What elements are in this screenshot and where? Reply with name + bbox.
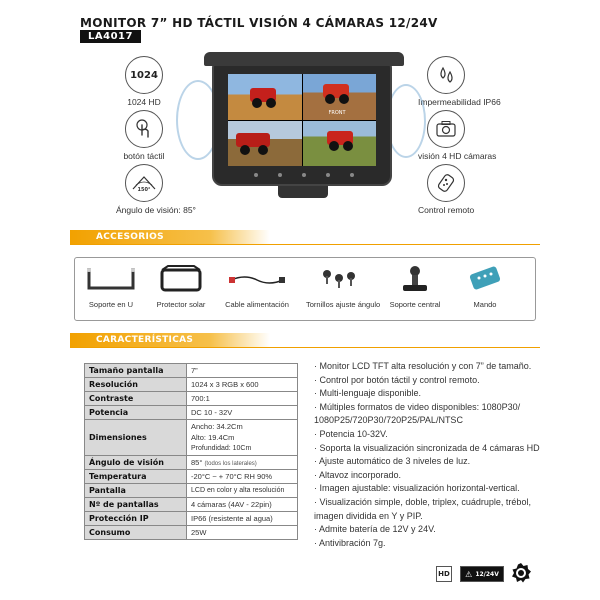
table-row: [85, 470, 298, 484]
accessory-label: Mando: [473, 300, 497, 309]
accessory-label: Protector solar: [156, 300, 206, 309]
voltage-text: 12/24V: [475, 570, 499, 578]
voltage-icon: ⚠ 12/24V: [460, 566, 504, 582]
resolution-icon: 1024: [125, 56, 163, 94]
accessory-item: [306, 262, 381, 309]
feature-cameras: [418, 110, 497, 161]
feature-label: botón táctil: [123, 151, 165, 161]
table-row: [85, 420, 298, 456]
table-row: [85, 406, 298, 420]
spec-value: IP66 (resistente al agua): [187, 512, 298, 526]
spec-key: Potencia: [85, 406, 187, 420]
list-item: · Soporta la visualización sincronizada de 4 cámaras HD: [314, 442, 540, 453]
list-item: · Visualización simple, doble, triplex, cuádruple, trébol,: [314, 496, 531, 507]
accessory-item: [76, 262, 146, 309]
spec-value: 7”: [187, 364, 298, 378]
accesorios-bar: [70, 230, 270, 244]
accesorios-heading: ACCESORIOS: [96, 232, 164, 242]
accessory-label: Soporte central: [389, 300, 441, 309]
spec-value: 25W: [187, 526, 298, 540]
spec-key: Temperatura: [85, 470, 187, 484]
product-title: MONITOR 7” HD TÁCTIL VISIÓN 4 CÁMARAS 12/24V: [80, 16, 438, 30]
table-row: [85, 498, 298, 512]
list-item: · Admite batería de 12V y 24V.: [314, 524, 436, 535]
dimension-width: Ancho: 34.2Cm: [191, 422, 243, 431]
spec-key: Nº de pantallas: [85, 498, 187, 512]
spec-value: [187, 420, 298, 456]
list-item: · Control por botón táctil y control remoto.: [314, 374, 480, 385]
spec-value: 1024 x 3 RGB x 600: [187, 378, 298, 392]
feature-label: Impermeabilidad IP66: [418, 97, 501, 107]
section-divider: [70, 244, 540, 245]
accessory-item: [222, 262, 292, 309]
list-item: · Antivibración 7g.: [314, 537, 386, 548]
feature-label: 1024 HD: [127, 97, 161, 107]
table-row: [85, 456, 298, 470]
monitor-sunshade: [204, 52, 404, 66]
camera-view-4: [303, 121, 377, 167]
angle-text: 85°: [191, 458, 203, 467]
features-list: [314, 360, 546, 550]
spec-value: DC 10 - 32V: [187, 406, 298, 420]
caracteristicas-bar: [70, 333, 270, 347]
spec-value: [187, 456, 298, 470]
list-item: · Múltiples formatos de video disponibles: 1080P30/: [314, 401, 521, 412]
power-cable-icon: [222, 262, 292, 296]
spec-key: Dimensiones: [85, 420, 187, 456]
angle-note: (todos los laterales): [204, 461, 257, 467]
spec-key: Consumo: [85, 526, 187, 540]
spec-key: Resolución: [85, 378, 187, 392]
front-label: FRONT: [328, 110, 346, 116]
list-item: · Monitor LCD TFT alta resolución y con 7” de tamaño.: [314, 361, 532, 371]
list-item: · Altavoz incorporado.: [314, 469, 402, 480]
spec-value: 4 cámaras (4AV - 22pin): [187, 498, 298, 512]
feature-label: visión 4 HD cámaras: [418, 151, 497, 161]
camera-icon: [427, 110, 465, 148]
monitor-mount: [278, 186, 328, 198]
sun-shield-icon: [146, 262, 216, 296]
screws-icon: [306, 262, 376, 296]
touch-button-icon: [125, 110, 163, 148]
table-row: [85, 512, 298, 526]
accessory-item: [380, 262, 450, 309]
dimension-depth: Profundidad: 10Cm: [191, 445, 252, 452]
list-item: imagen dividida en Y y PIP.: [314, 510, 423, 521]
remote-icon: [450, 262, 520, 296]
warranty-badge-icon: [510, 562, 532, 584]
table-row: [85, 392, 298, 406]
angle-value: 150°: [137, 187, 151, 193]
water-splash-right: [386, 84, 426, 158]
feature-waterproof: [418, 56, 501, 107]
spec-table: [84, 363, 298, 540]
spec-key: Ángulo de visión: [85, 456, 187, 470]
spec-key: Pantalla: [85, 484, 187, 498]
spec-key: Protección IP: [85, 512, 187, 526]
central-mount-icon: [380, 262, 450, 296]
hd-icon: HD: [436, 566, 452, 582]
list-item: · Imagen ajustable: visualización horizontal-vertical.: [314, 483, 520, 494]
caracteristicas-heading: CARACTERÍSTICAS: [96, 335, 194, 345]
table-row: [85, 378, 298, 392]
feature-remote: [418, 164, 474, 215]
accessory-item: [146, 262, 216, 309]
monitor-image: [212, 58, 392, 186]
table-row: [85, 364, 298, 378]
feature-label: Control remoto: [418, 205, 475, 215]
spec-value: 700:1: [187, 392, 298, 406]
u-bracket-icon: [76, 262, 146, 296]
list-item: 1080P25/720P30/720P25/PAL/NTSC: [314, 415, 463, 426]
section-divider: [70, 347, 540, 348]
accessory-item: [450, 262, 520, 309]
feature-label: Ángulo de visión: 85°: [116, 205, 196, 215]
water-drops-icon: [427, 56, 465, 94]
product-code: LA4017: [80, 30, 141, 43]
monitor-buttons: [254, 173, 354, 179]
table-row: [85, 484, 298, 498]
remote-control-icon: [427, 164, 465, 202]
spec-key: Tamaño pantalla: [85, 364, 187, 378]
list-item: · Potencia 10-32V.: [314, 428, 388, 439]
feature-angle: [116, 164, 196, 215]
viewing-angle-icon: [125, 164, 163, 202]
camera-view-2: [303, 74, 377, 120]
spec-value: -20°C ~ + 70°C RH 90%: [187, 470, 298, 484]
spec-key: Contraste: [85, 392, 187, 406]
camera-view-1: [228, 74, 302, 120]
list-item: · Multi-lenguaje disponible.: [314, 388, 422, 399]
accessory-label: Tornillos ajuste ángulo: [306, 300, 381, 309]
spec-value: LCD en color y alta resolución: [187, 484, 298, 498]
feature-touch: [116, 110, 172, 161]
list-item: · Ajuste automático de 3 niveles de luz.: [314, 456, 471, 467]
camera-view-3: [228, 121, 302, 167]
accessory-label: Cable alimentación: [225, 300, 289, 309]
dimension-height: Alto: 19.4Cm: [191, 433, 235, 442]
accessory-label: Soporte en U: [88, 300, 134, 309]
feature-resolution: [116, 56, 172, 107]
monitor-screen: [228, 74, 376, 166]
table-row: [85, 526, 298, 540]
